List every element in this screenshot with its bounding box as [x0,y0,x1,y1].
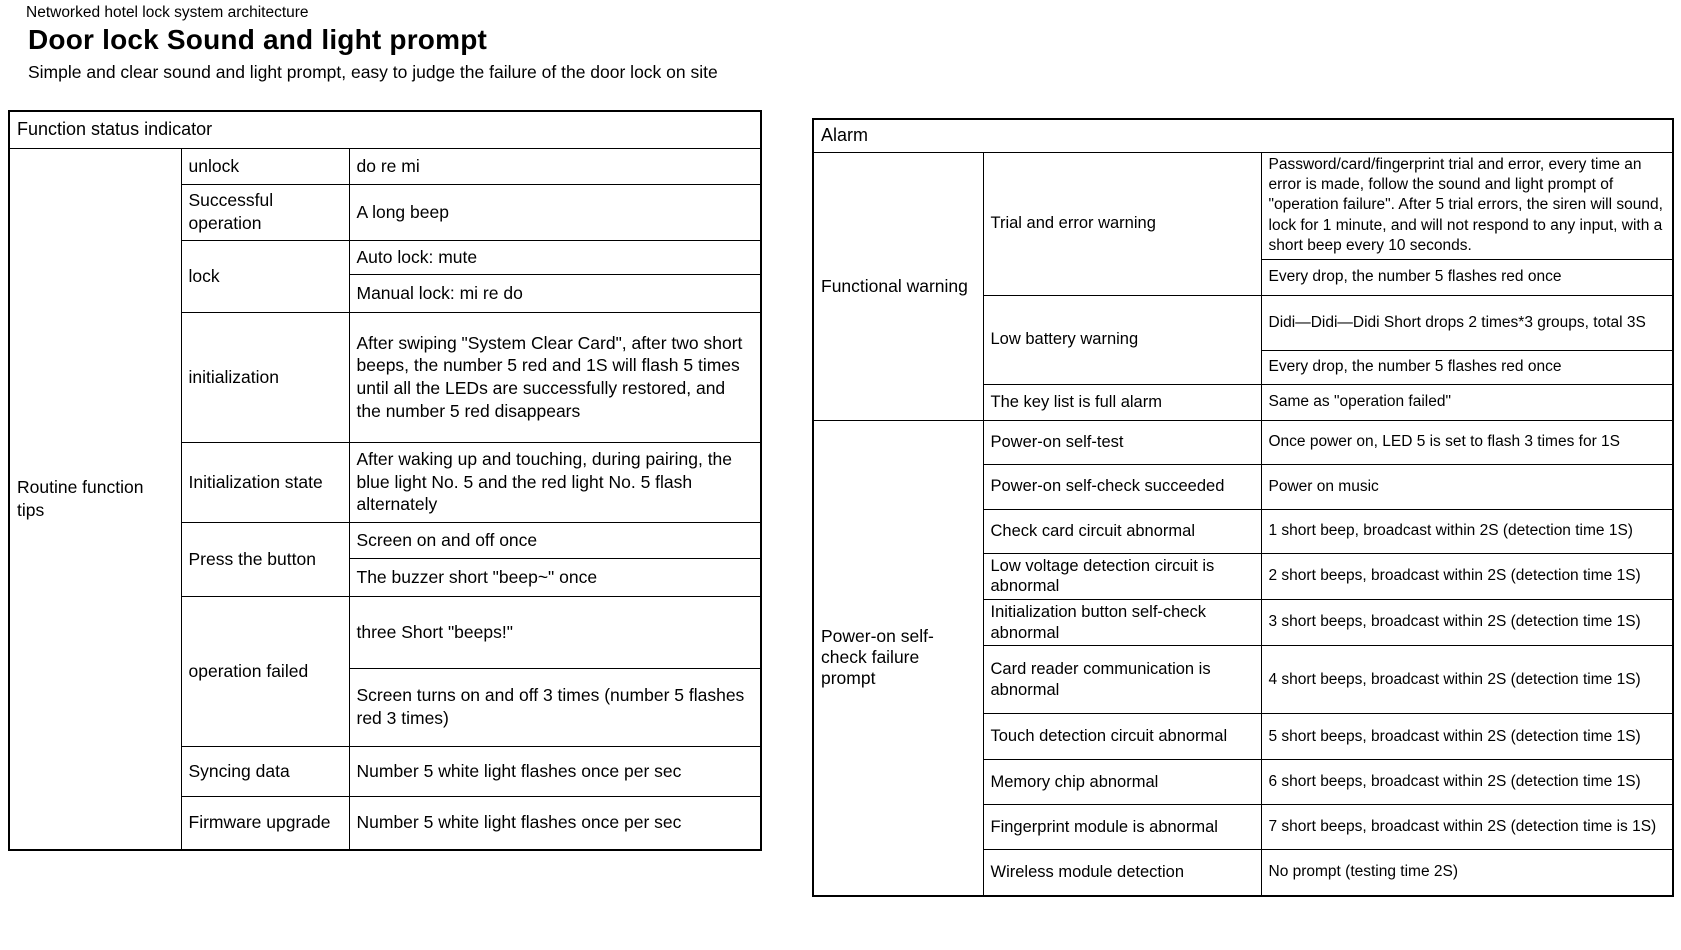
table-title-row [813,119,1673,152]
row-label-cell: Firmware upgrade [181,796,349,850]
row-label-cell: initialization [181,312,349,442]
detail-cell: three Short "beeps!" [349,596,761,668]
row-label-cell: Touch detection circuit abnormal [983,714,1261,760]
row-label-cell: Successful operation [181,184,349,240]
detail-cell: No prompt (testing time 2S) [1261,850,1673,896]
detail-cell: 2 short beeps, broadcast within 2S (detection time 1S) [1261,553,1673,599]
detail-cell: Auto lock: mute [349,240,761,274]
detail-cell: Password/card/fingerprint trial and error, every time an error is made, follow the sound and light prompt of "operation failure". After 5 trial errors, the siren will sound, lock for 1 minute, and will not respond to any input, with a short beep every 10 seconds. [1261,152,1673,259]
table-title-row [9,111,761,148]
row-label-cell: Trial and error warning [983,152,1261,295]
detail-cell: Screen turns on and off 3 times (number 5 flashes red 3 times) [349,668,761,746]
row-label-cell: Wireless module detection [983,850,1261,896]
table-title: Alarm [813,119,1673,152]
row-label-cell: Power-on self-test [983,420,1261,464]
row-label-cell: Press the button [181,522,349,596]
detail-cell: Number 5 white light flashes once per sec [349,796,761,850]
table-title: Function status indicator [9,111,761,148]
detail-cell: A long beep [349,184,761,240]
row-label-cell: Fingerprint module is abnormal [983,805,1261,850]
alarm-table [812,118,1674,897]
detail-cell: 1 short beep, broadcast within 2S (detection time 1S) [1261,509,1673,553]
group-label-cell: Functional warning [813,152,983,420]
group-label-cell: Power-on self-check failure prompt [813,420,983,896]
row-label-cell: Check card circuit abnormal [983,509,1261,553]
detail-cell: Once power on, LED 5 is set to flash 3 times for 1S [1261,420,1673,464]
detail-cell: Number 5 white light flashes once per sec [349,746,761,796]
subtitle-text: Simple and clear sound and light prompt, easy to judge the failure of the door lock on site [28,62,718,82]
detail-cell: 3 short beeps, broadcast within 2S (detection time 1S) [1261,600,1673,646]
row-label-cell: operation failed [181,596,349,746]
table-row [813,152,1673,259]
eyebrow-text: Networked hotel lock system architecture [26,4,309,21]
row-label-cell: Initialization state [181,442,349,522]
row-label-cell: Power-on self-check succeeded [983,464,1261,509]
detail-cell: Same as "operation failed" [1261,384,1673,420]
detail-cell: 7 short beeps, broadcast within 2S (detection time is 1S) [1261,805,1673,850]
detail-cell: Every drop, the number 5 flashes red once [1261,259,1673,295]
detail-cell: Screen on and off once [349,522,761,558]
detail-cell: After waking up and touching, during pairing, the blue light No. 5 and the red light No. 5 flash alternately [349,442,761,522]
row-label-cell: Card reader communication is abnormal [983,646,1261,714]
row-label-cell: unlock [181,148,349,184]
row-label-cell: Low battery warning [983,295,1261,384]
detail-cell: Didi—Didi—Didi Short drops 2 times*3 groups, total 3S [1261,295,1673,350]
detail-cell: Manual lock: mi re do [349,274,761,312]
row-label-cell: Syncing data [181,746,349,796]
detail-cell: 5 short beeps, broadcast within 2S (detection time 1S) [1261,714,1673,760]
group-label-cell: Routine function tips [9,148,181,850]
table-row [9,148,761,184]
detail-cell: The buzzer short "beep~" once [349,558,761,596]
row-label-cell: Memory chip abnormal [983,760,1261,805]
row-label-cell: Initialization button self-check abnormal [983,600,1261,646]
row-label-cell: Low voltage detection circuit is abnormal [983,553,1261,599]
detail-cell: Power on music [1261,464,1673,509]
detail-cell: After swiping "System Clear Card", after two short beeps, the number 5 red and 1S will flash 5 times until all the LEDs are successfully restored, and the number 5 red disappears [349,312,761,442]
detail-cell: 4 short beeps, broadcast within 2S (detection time 1S) [1261,646,1673,714]
table-row [813,420,1673,464]
detail-cell: do re mi [349,148,761,184]
page-title: Door lock Sound and light prompt [28,24,488,55]
detail-cell: Every drop, the number 5 flashes red once [1261,350,1673,384]
detail-cell: 6 short beeps, broadcast within 2S (detection time 1S) [1261,760,1673,805]
function-status-table [8,110,762,851]
row-label-cell: lock [181,240,349,312]
row-label-cell: The key list is full alarm [983,384,1261,420]
